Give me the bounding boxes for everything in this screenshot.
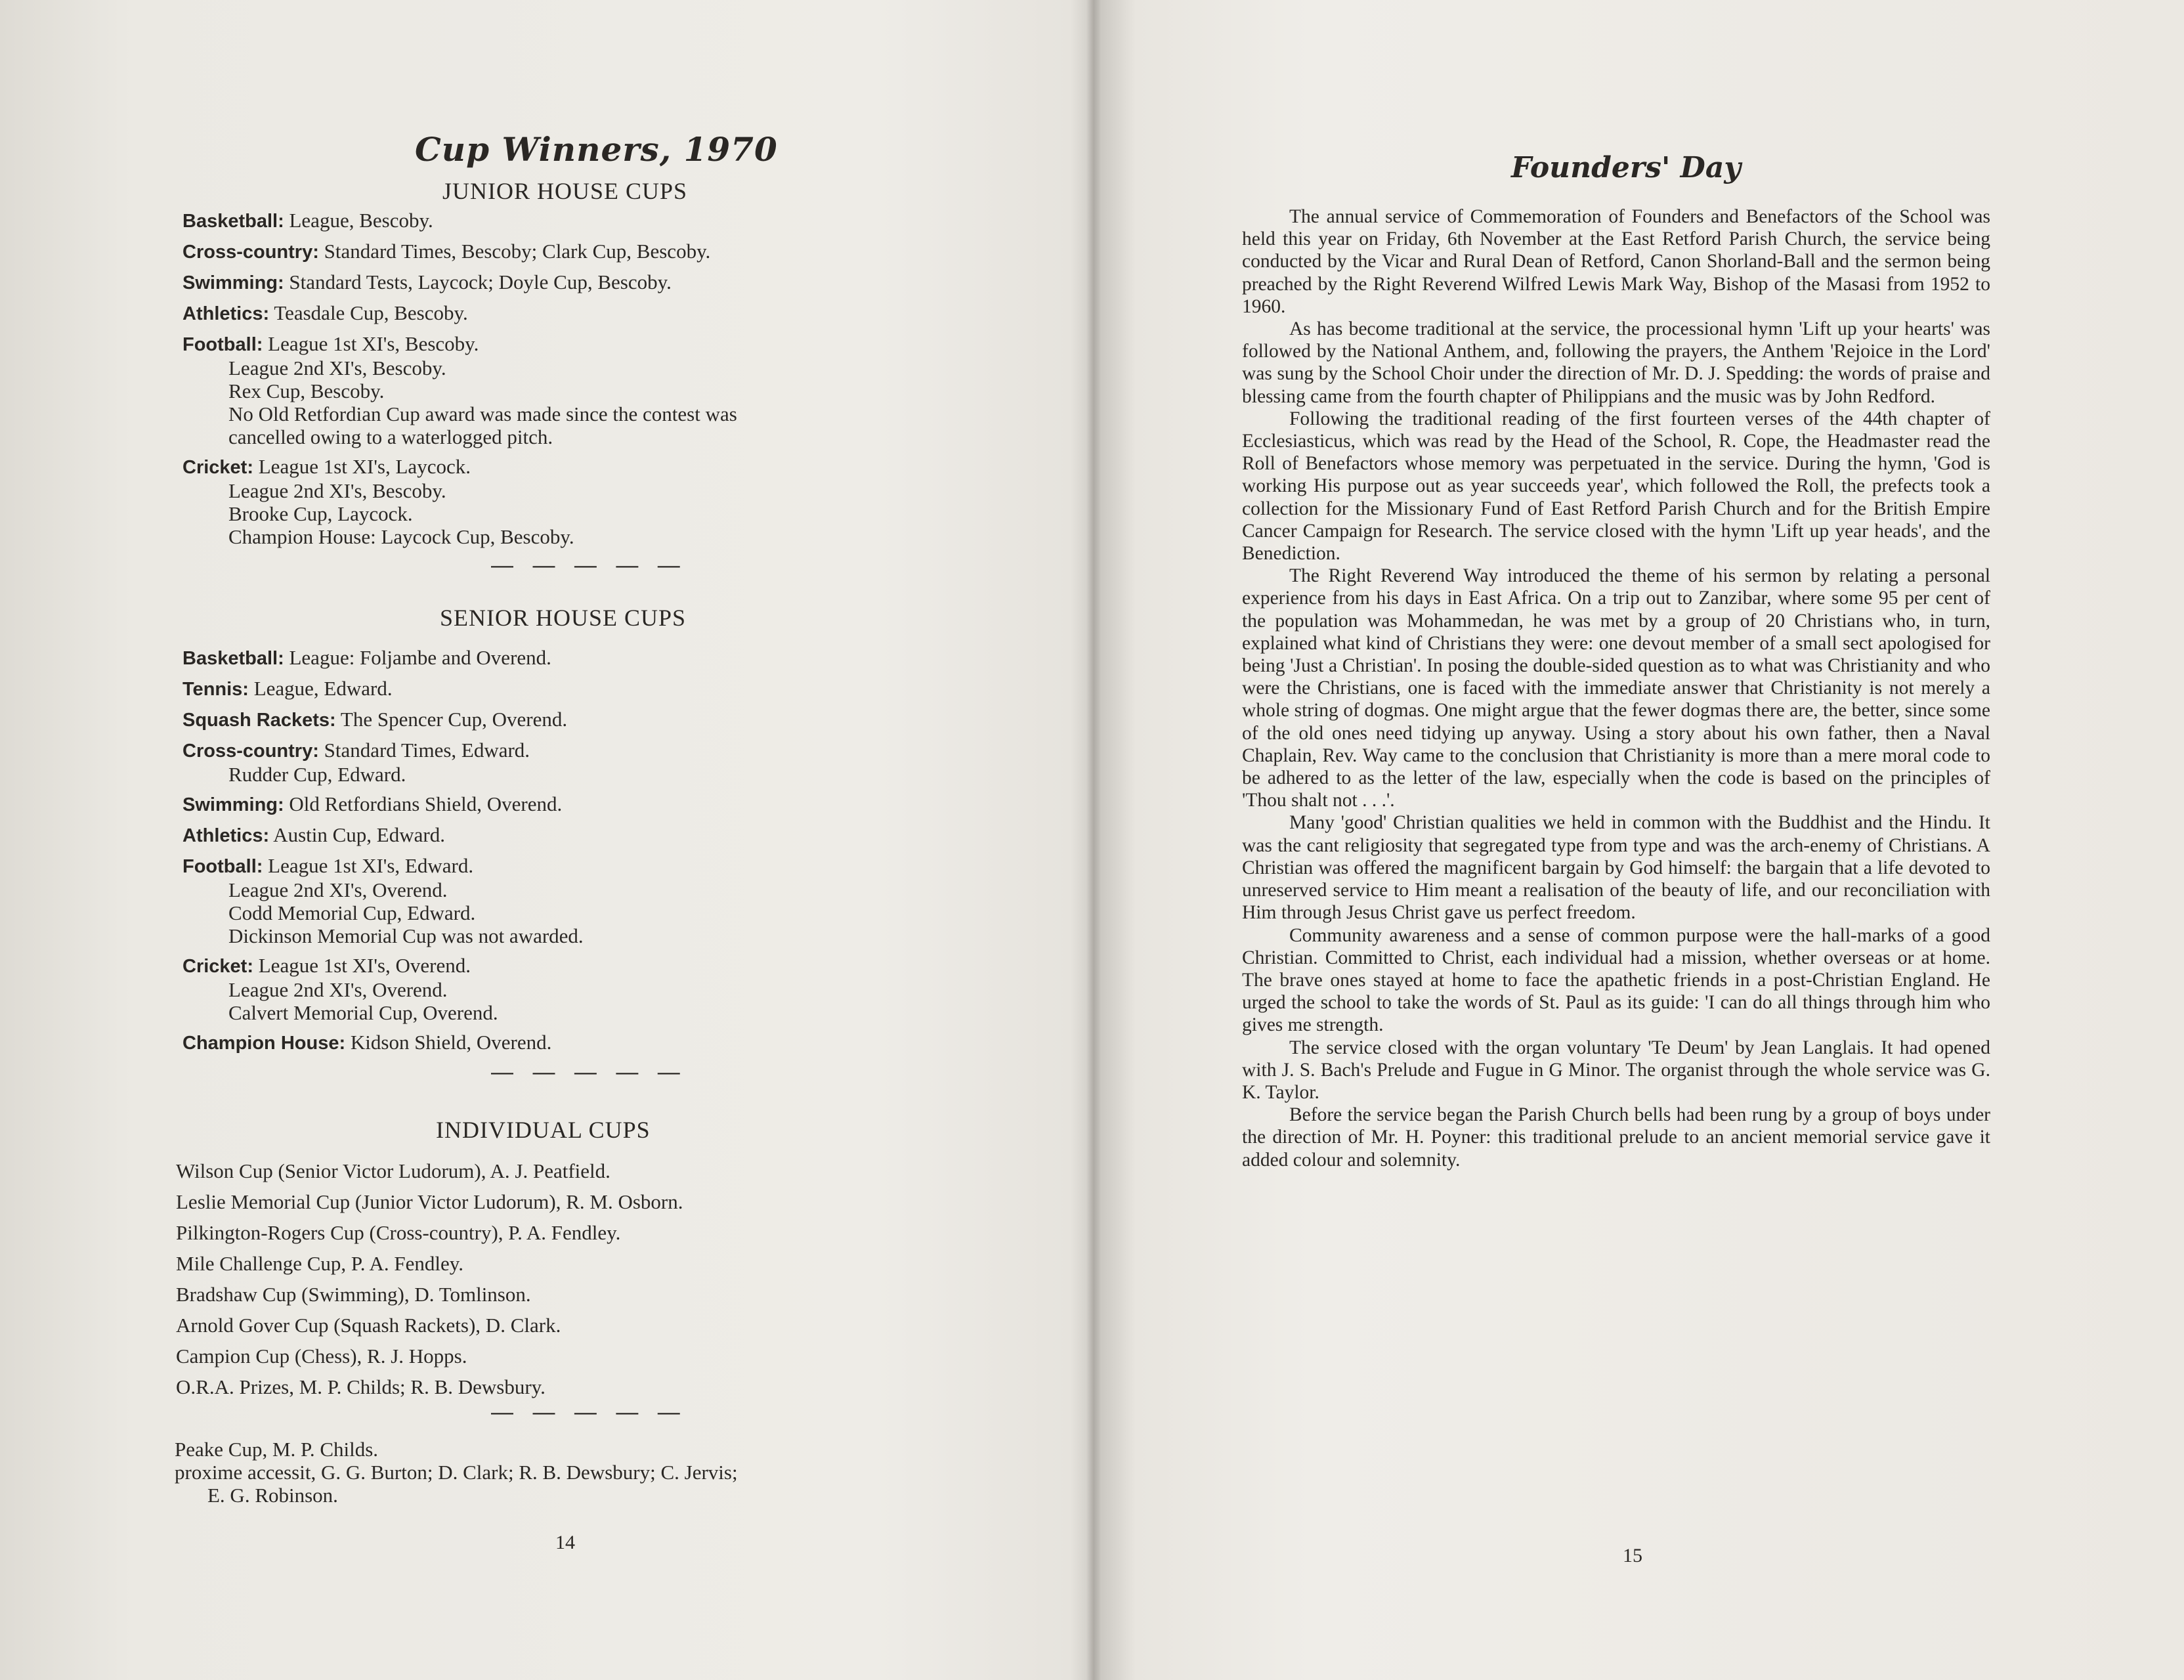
cup-entry: Cross-country: Standard Times, Edward. Rudder Cup, Edward. <box>182 739 530 786</box>
cup-entry: Champion House: Kidson Shield, Overend. <box>182 1031 552 1054</box>
paragraph: The annual service of Commemoration of Founders and Benefactors of the School was held this year on Friday, 6th November at the East Retford Parish Church, the service being conducted by the Vicar and Rural Dean of Retford, Canon Shorland-Ball and the sermon being preached by the Right Reverend Wilfred Lewis Mark Way, Bishop of the Masasi from 1952 to 1960. <box>1242 206 1990 317</box>
paragraph: As has become traditional at the service, the processional hymn 'Lift up your hearts' was followed by the National Anthem, and, following the prayers, the Anthem 'Rejoice in the Lord' was sung by the School Choir under the direction of Mr. D. J. Spedding: the words of praise and blessing came from the fourth chapter of Philippians and the music was by John Redford. <box>1242 318 1990 407</box>
cup-entry: Cricket: League 1st XI's, Overend. League 2nd XI's, Overend. Calvert Memorial Cup, Overend. <box>182 954 498 1024</box>
paragraph: Many 'good' Christian qualities we held in common with the Buddhist and the Hindu. It was the cant religiosity that segregated type from type and was the arch-enemy of Christians. A Christian was offered the magnificent bargain by God himself: the bargain that a life devoted to unreserved service to Him meant a realisation of the beauty of life, and our reconciliation with Him through Jesus Christ gave us perfect freedom. <box>1242 812 1990 924</box>
list-item: Arnold Gover Cup (Squash Rackets), D. Clark. <box>176 1314 561 1337</box>
paragraph: Community awareness and a sense of common purpose were the hall-marks of a good Christian. Committed to Christ, each individual had a mission, whether overseas or at home. The brave ones stayed at home to face the apathetic friends in a post-Christian England. He urged the school to take the words of St. Paul as its guide: 'I can do all things through him who gives me strength. <box>1242 924 1990 1036</box>
right-page <box>1098 0 2184 1680</box>
left-page <box>0 0 1090 1680</box>
list-item: Wilson Cup (Senior Victor Ludorum), A. J. Peatfield. <box>176 1159 610 1182</box>
page-number: 14 <box>555 1532 575 1553</box>
cup-entry: Basketball: League: Foljambe and Overend. <box>182 646 551 669</box>
cup-entry: Swimming: Standard Tests, Laycock; Doyle Cup, Bescoby. <box>182 270 672 293</box>
list-item: Mile Challenge Cup, P. A. Fendley. <box>176 1252 463 1275</box>
article-body <box>1242 205 1990 1171</box>
junior-heading: JUNIOR HOUSE CUPS <box>442 178 688 204</box>
individual-cups-list <box>176 1155 683 1402</box>
page-title: Cup Winners, 1970 <box>415 130 778 169</box>
individual-heading: INDIVIDUAL CUPS <box>436 1117 651 1143</box>
list-item: Bradshaw Cup (Swimming), D. Tomlinson. <box>176 1283 531 1306</box>
paragraph: The service closed with the organ voluntary 'Te Deum' by Jean Langlais. It had opened with J. S. Bach's Prelude and Fugue in G Minor. The organist through the whole service was G. K. Taylor. <box>1242 1037 1990 1103</box>
cup-entry: Football: League 1st XI's, Edward. League 2nd XI's, Overend. Codd Memorial Cup, Edward. Dickinson Memorial Cup was not awarded. <box>182 854 584 947</box>
page-number: 15 <box>1623 1545 1642 1566</box>
cup-entry: Basketball: League, Bescoby. <box>182 209 433 232</box>
divider-dashes: — — — — — <box>491 1400 687 1425</box>
cup-entry: Squash Rackets: The Spencer Cup, Overend. <box>182 708 568 731</box>
junior-cups-list <box>182 209 737 555</box>
paragraph: The Right Reverend Way introduced the theme of his sermon by relating a personal experience from his days in East Africa. On a trip out to Zanzibar, where some 95 per cent of the population was Mohammedan, he was met by a group of 20 Christians who, in turn, explained what kind of Christians they were: one devout member of a small sect apologised for being 'Just a Christian'. In posing the double-sided question as to what was Christianity and who were the Christians, one is faced with the immediate answer that Christianity is not merely a whole string of dogmas. One might argue that the fewer dogmas there are, the better, since some of the old ones need tidying up anyway. Using a story about his own father, then a Naval Chaplain, Rev. Way came to the conclusion that Christianity is more than a mere moral code to be adhered to as the letter of the law, especially when the code is based on the principles of 'Thou shalt not . . .'. <box>1242 565 1990 811</box>
paragraph: Following the traditional reading of the first fourteen verses of the 44th chapter of Ecclesiasticus, which was read by the Head of the School, R. Cope, the Headmaster read the Roll of Benefactors whose memory was perpetuated in the service. During the hymn, 'God is working His purpose out as year succeeds year', which followed the Roll, the prefects took a collection for the Missionary Fund of East Retford Parish Church and for the British Empire Cancer Campaign for Research. The service closed with the hymn 'Lift up year heads', and the Benediction. <box>1242 408 1990 565</box>
divider-dashes: — — — — — <box>491 553 687 578</box>
divider-dashes: — — — — — <box>491 1060 687 1085</box>
list-item: Campion Cup (Chess), R. J. Hopps. <box>176 1345 467 1368</box>
cup-entry: Cross-country: Standard Times, Bescoby; Clark Cup, Bescoby. <box>182 240 711 263</box>
senior-cups-list <box>182 646 584 1062</box>
cup-entry: Athletics: Austin Cup, Edward. <box>182 823 445 846</box>
list-item: O.R.A. Prizes, M. P. Childs; R. B. Dewsbury. <box>176 1375 546 1398</box>
cup-entry: Athletics: Teasdale Cup, Bescoby. <box>182 301 468 324</box>
page-title: Founders' Day <box>1511 151 1741 184</box>
paragraph: Before the service began the Parish Church bells had been rung by a group of boys under the direction of Mr. H. Poyner: this traditional prelude to an ancient memorial service gave it added colour and solemnity. <box>1242 1104 1990 1171</box>
cup-entry: Cricket: League 1st XI's, Laycock. League 2nd XI's, Bescoby. Brooke Cup, Laycock. Champion House: Laycock Cup, Bescoby. <box>182 455 574 548</box>
peake-cup-block: Peake Cup, M. P. Childs. proxime accessit, G. G. Burton; D. Clark; R. B. Dewsbury; C. Jervis; E. G. Robinson. <box>175 1438 738 1507</box>
cup-entry: Tennis: League, Edward. <box>182 677 393 700</box>
senior-heading: SENIOR HOUSE CUPS <box>440 605 687 631</box>
cup-entry: Swimming: Old Retfordians Shield, Overend. <box>182 792 563 815</box>
list-item: Pilkington-Rogers Cup (Cross-country), P. A. Fendley. <box>176 1221 621 1244</box>
list-item: Leslie Memorial Cup (Junior Victor Ludorum), R. M. Osborn. <box>176 1190 683 1213</box>
cup-entry: Football: League 1st XI's, Bescoby. League 2nd XI's, Bescoby. Rex Cup, Bescoby. No Old Retfordian Cup award was made since the contest was cancelled owing to a waterlogged pitch. <box>182 332 737 448</box>
